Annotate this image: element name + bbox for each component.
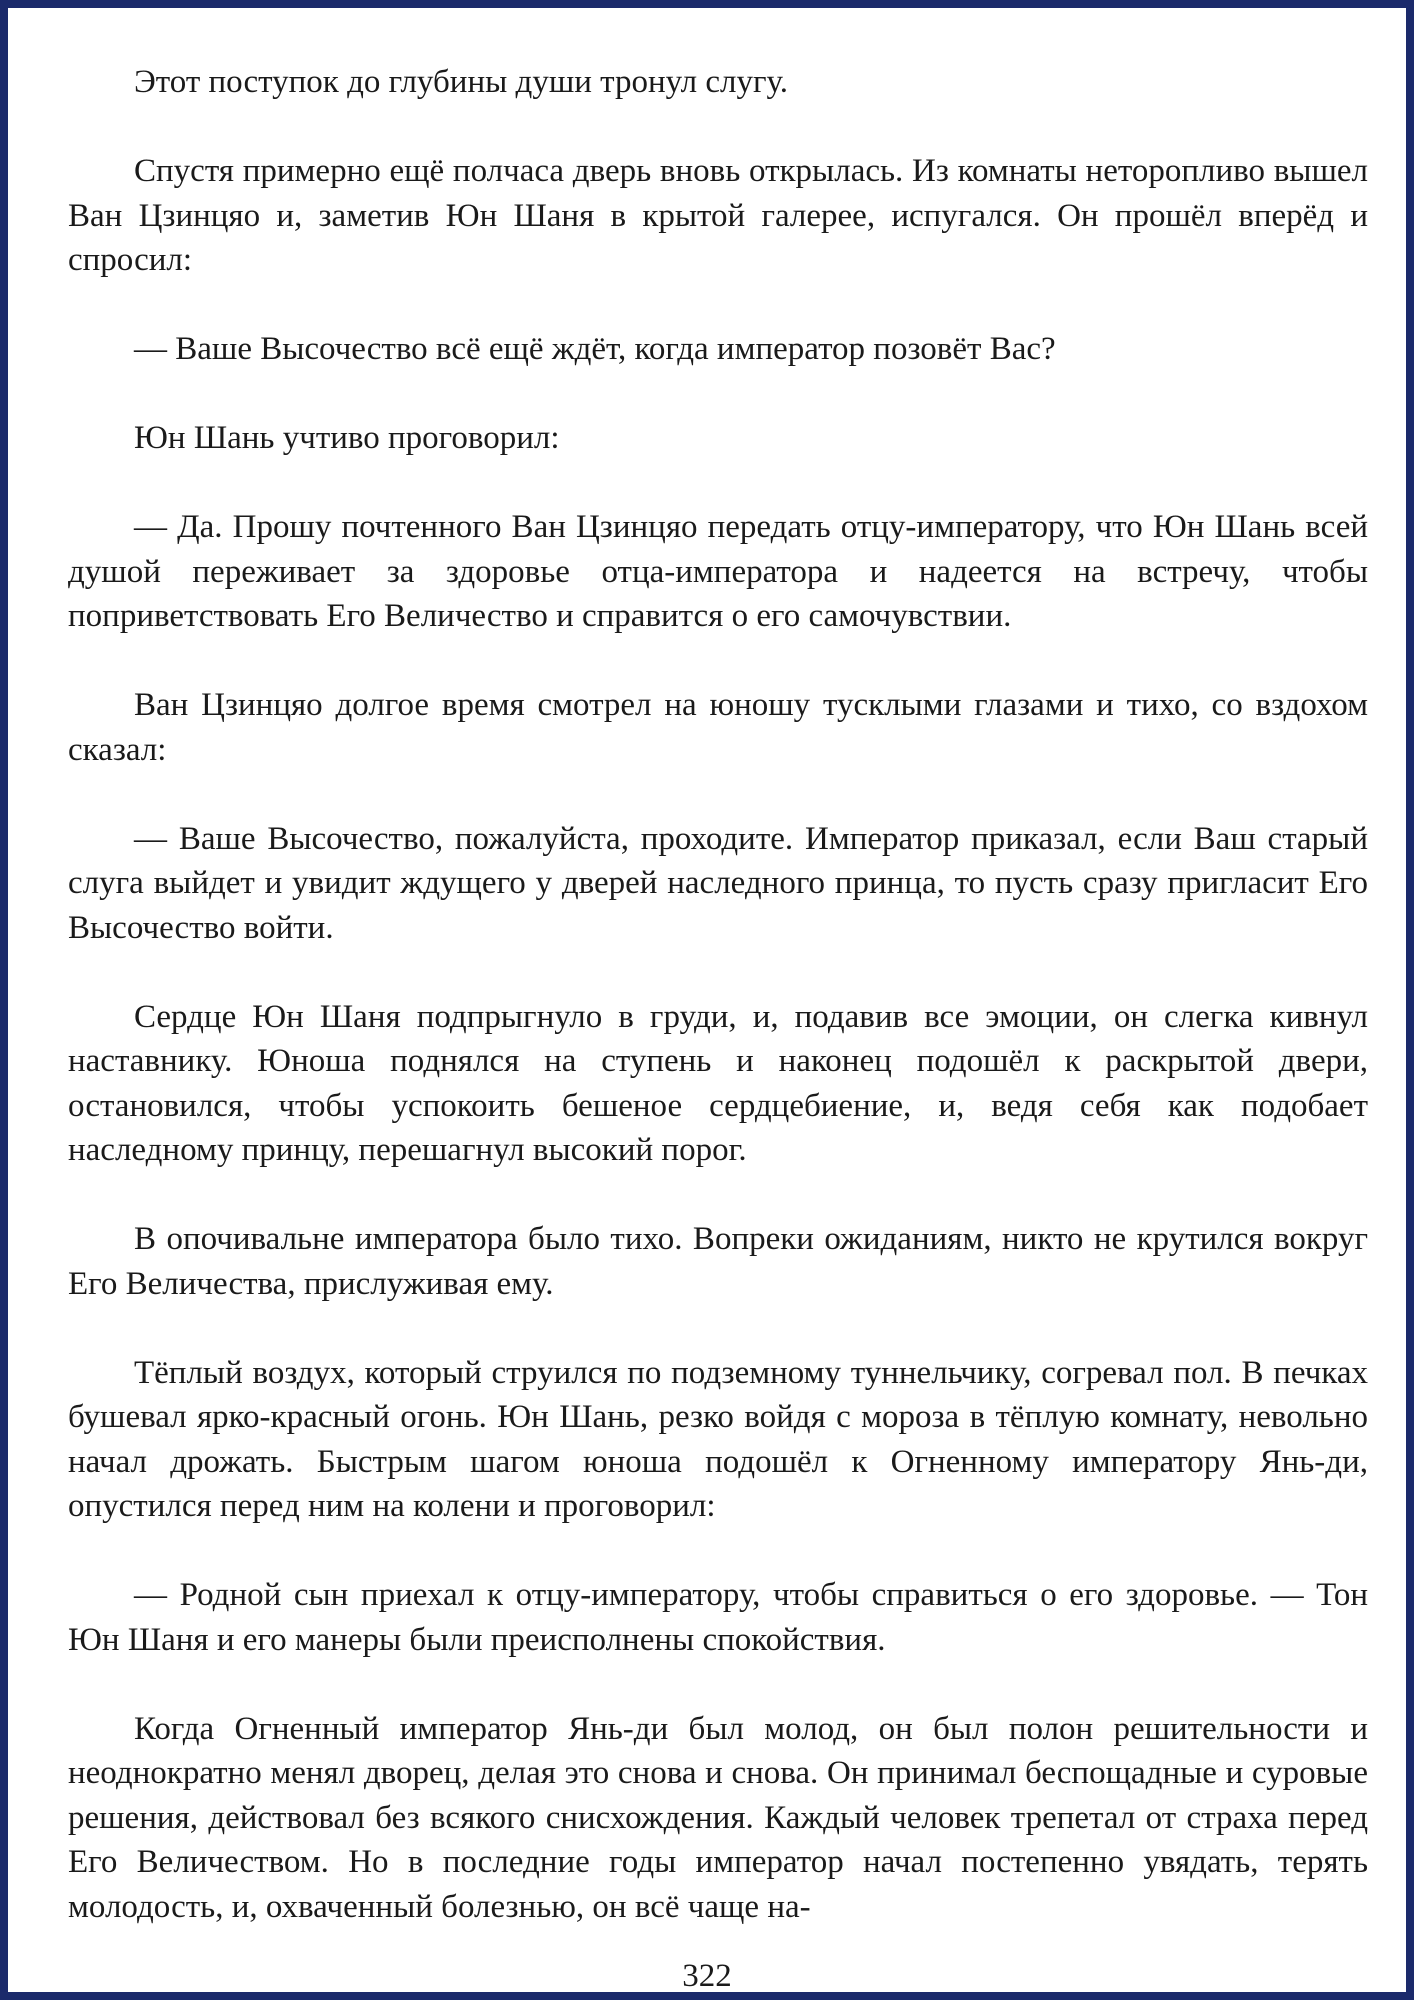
- paragraph-10: Тёплый воздух, который струился по подземному туннельчику, согревал пол. В печках бушевал ярко-красный огонь. Юн Шань, резко войдя с мороза в тёплую комнату, невольно начал дрожать. Быстрым шагом юноша подошёл к Огненному императору Янь-ди, опустился перед ним на колени и проговорил:: [68, 1354, 1368, 1524]
- paragraph-8: Сердце Юн Шаня подпрыгнуло в груди, и, подавив все эмоции, он слегка кивнул наставнику. Юноша поднялся на ступень и наконец подошёл к раскрытой двери, остановился, чтобы успокоить бешеное сердцебиение, и, ведя себя как подобает наследному принцу, перешагнул высокий порог.: [68, 998, 1368, 1168]
- paragraph-2: Спустя примерно ещё полчаса дверь вновь открылась. Из комнаты неторопливо вышел Ван Цзинцяо и, заметив Юн Шаня в крытой галерее, испугался. Он прошёл вперёд и спросил:: [68, 153, 1368, 278]
- paragraph-12: Когда Огненный император Янь-ди был молод, он был полон решительности и неоднократно менял дворец, делая это снова и снова. Он принимал беспощадные и суровые решения, действовал без всякого снисхождения. Каждый человек трепетал от страха перед Его Величеством. Но в последние годы император начал постепенно увядать, терять молодость, и, охваченный болезнью, он всё чаще на-: [68, 1710, 1368, 1925]
- paragraph-7: — Ваше Высочество, пожалуйста, проходите. Император приказал, если Ваш старый слуга выйдет и увидит ждущего у дверей наследного принца, то пусть сразу пригласит Его Высочество войти.: [68, 820, 1368, 946]
- paragraph-4: Юн Шань учтиво проговорил:: [134, 420, 560, 456]
- paragraph-11: — Родной сын приехал к отцу-императору, чтобы справиться о его здоровье. — Тон Юн Шаня и его манеры были преисполнены спокойствия.: [68, 1577, 1368, 1658]
- paragraph-5: — Да. Прошу почтенного Ван Цзинцяо передать отцу-императору, что Юн Шань всей душой переживает за здоровье отца-императора и надеется на встречу, чтобы поприветствовать Его Величество и справится о его самочувствии.: [68, 509, 1368, 634]
- paragraph-3: — Ваше Высочество всё ещё ждёт, когда император позовёт Вас?: [134, 331, 1056, 367]
- paragraph-1: Этот поступок до глубины души тронул слугу.: [134, 64, 788, 100]
- paragraph-9: В опочивальне императора было тихо. Вопреки ожиданиям, никто не крутился вокруг Его Величества, прислуживая ему.: [68, 1221, 1368, 1302]
- paragraph-6: Ван Цзинцяо долгое время смотрел на юношу тусклыми глазами и тихо, со вздохом сказал:: [68, 687, 1368, 768]
- page-text: [68, 60, 1368, 1929]
- page-number: 322: [682, 1958, 732, 1994]
